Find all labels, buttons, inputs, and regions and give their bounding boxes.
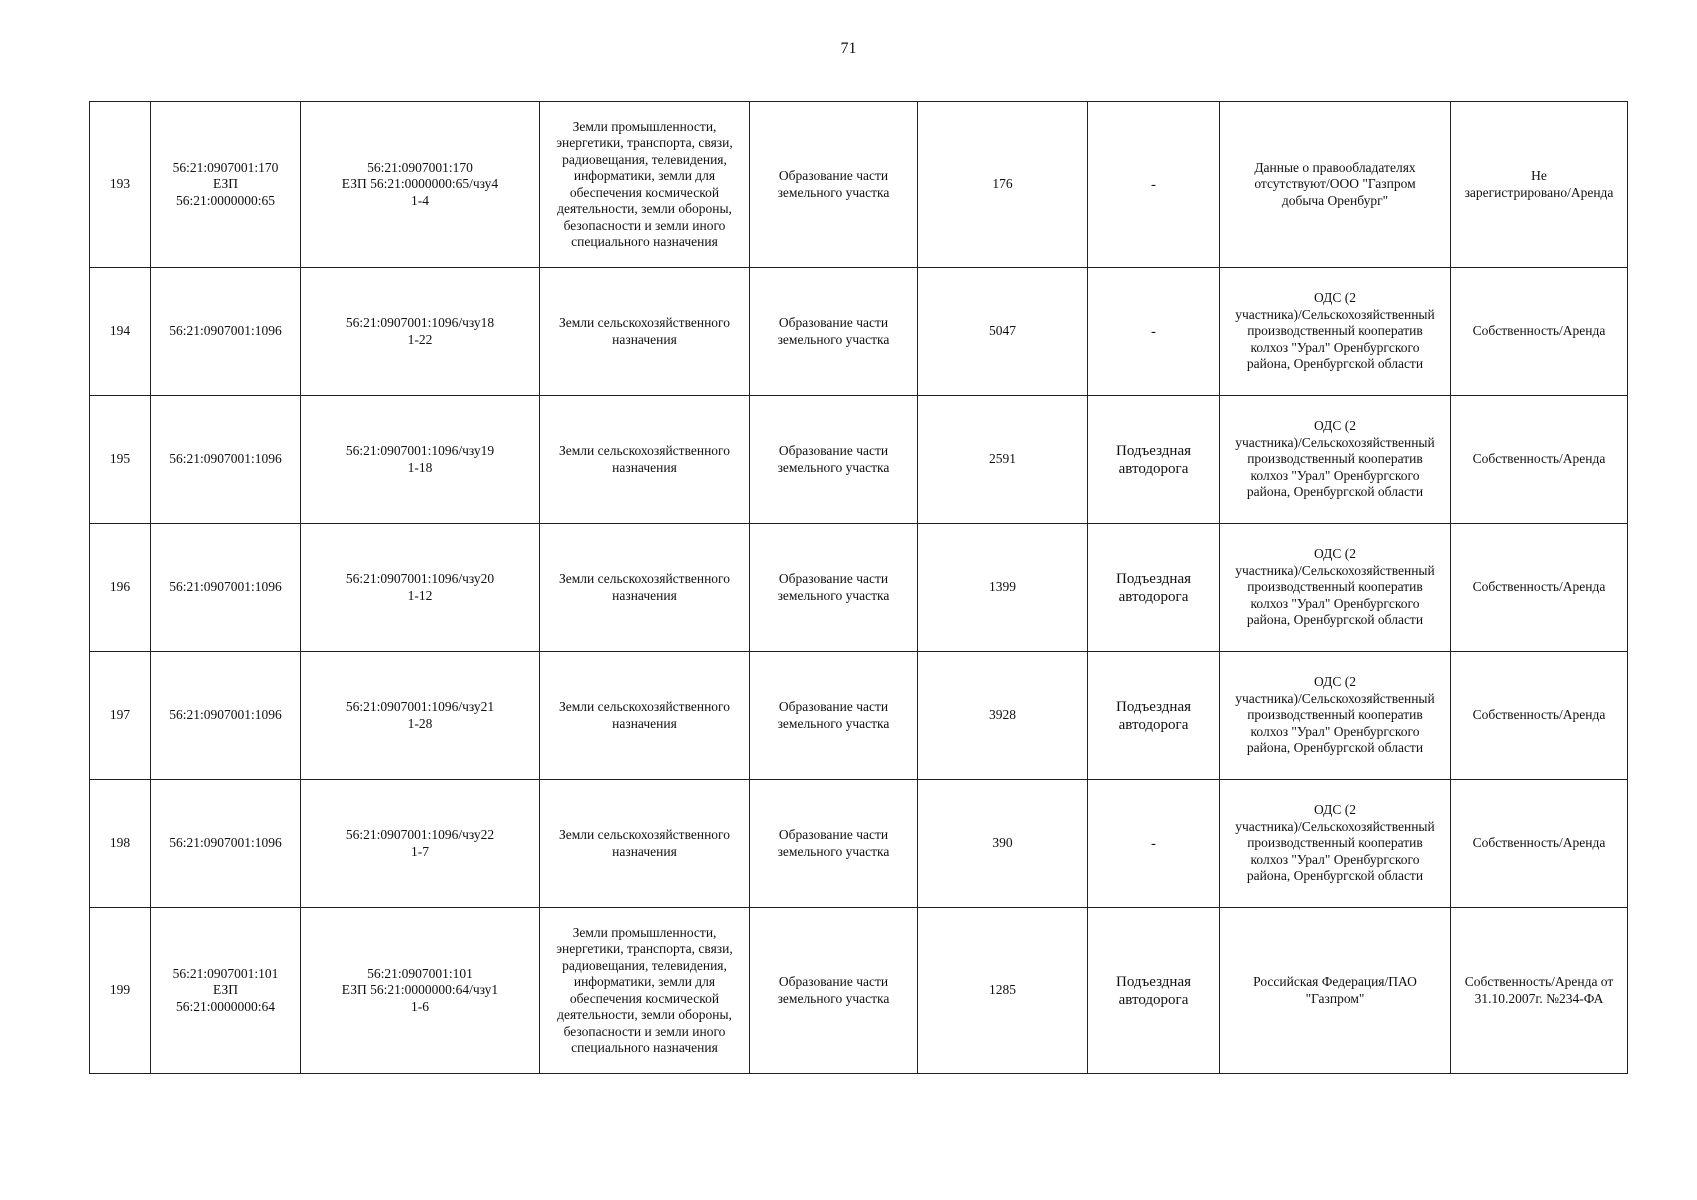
land-category-cell <box>540 268 750 396</box>
area-cell: 3928 <box>918 652 1088 780</box>
cell-text-line: 56:21:0907001:1096 <box>169 451 282 467</box>
cell-text-line: радиовещания, телевидения, <box>562 151 727 167</box>
cell-text-line: производственный кооператив <box>1247 451 1423 467</box>
area-cell: 5047 <box>918 268 1088 396</box>
cell-text-line: производственный кооператив <box>1247 579 1423 595</box>
cell-text-line: ОДС (2 <box>1314 546 1356 562</box>
cell-text-line: специального назначения <box>571 1040 718 1055</box>
row-number-cell: 197 <box>90 652 151 780</box>
cell-text-line: участника)/Сельскохозяйственный <box>1235 306 1435 322</box>
cell-text-line: 56:21:0907001:1096 <box>169 323 282 339</box>
cadastral-number-cell <box>151 652 301 780</box>
cell-text-line: автодорога <box>1118 460 1189 477</box>
plot-part-number-cell <box>301 268 540 396</box>
rights-holder-cell <box>1220 102 1451 268</box>
cell-text-line: производственный кооператив <box>1247 707 1423 723</box>
object-name-cell <box>1088 102 1220 268</box>
cell-text-line: Собственность/Аренда от <box>1464 974 1614 989</box>
cell-text-line: Образование части <box>778 974 889 989</box>
cell-text-line: 56:21:0907001:1096 <box>169 835 282 851</box>
cell-text-line: Образование части <box>778 571 889 586</box>
table-row <box>90 524 1628 652</box>
cell-text-line: назначения <box>612 459 677 475</box>
land-category-cell <box>540 102 750 268</box>
right-type-cell <box>1451 908 1628 1074</box>
cell-text-line: Земли промышленности, <box>572 924 717 940</box>
cell-text-line: 56:21:0907001:1096/чзу19 <box>345 443 495 458</box>
cell-text-line: информатики, земли для <box>573 168 716 183</box>
land-category-cell <box>540 908 750 1074</box>
cell-text-line: 1-22 <box>407 331 433 347</box>
cell-text-line: информатики, земли для <box>573 974 716 989</box>
page-number: 71 <box>840 40 857 57</box>
cadastral-number-cell <box>151 268 301 396</box>
cell-text-line: назначения <box>612 331 677 347</box>
cell-text-line: земельного участка <box>777 184 890 200</box>
purpose-cell <box>750 780 918 908</box>
cadastral-number-cell <box>151 524 301 652</box>
cell-text-line: 1-6 <box>411 998 429 1014</box>
right-type-cell <box>1451 268 1628 396</box>
cell-text-line: ОДС (2 <box>1314 802 1356 818</box>
cell-text-line: 56:21:0000000:64 <box>175 998 275 1014</box>
cell-text-line: - <box>1151 323 1156 340</box>
cell-text-line: Образование части <box>778 443 889 458</box>
cell-text-line: Подъездная <box>1116 442 1191 459</box>
cell-text-line: 1-12 <box>407 587 433 603</box>
row-number-cell: 194 <box>90 268 151 396</box>
cell-text-line: земельного участка <box>777 331 890 347</box>
cell-text-line: деятельности, земли обороны, <box>557 1007 732 1022</box>
land-category-cell <box>540 396 750 524</box>
purpose-cell <box>750 268 918 396</box>
cell-text-line: - <box>1151 835 1156 852</box>
cell-text-line: безопасности и земли иного <box>563 1023 726 1039</box>
cell-text-line: Земли сельскохозяйственного <box>558 315 731 330</box>
cell-text-line: назначения <box>612 843 677 859</box>
rights-holder-cell <box>1220 524 1451 652</box>
cell-text-line: участника)/Сельскохозяйственный <box>1235 818 1435 834</box>
table-body <box>90 102 1628 1074</box>
table-row <box>90 102 1628 268</box>
cell-text-line: 56:21:0907001:1096/чзу20 <box>345 571 495 586</box>
object-name-cell <box>1088 780 1220 908</box>
land-category-cell <box>540 524 750 652</box>
cell-text-line: 56:21:0907001:1096 <box>169 707 282 723</box>
object-name-cell <box>1088 908 1220 1074</box>
right-type-cell <box>1451 396 1628 524</box>
cell-text-line: участника)/Сельскохозяйственный <box>1235 562 1435 578</box>
cell-text-line: Подъездная <box>1116 698 1191 715</box>
cell-text-line: Образование части <box>778 168 889 183</box>
cell-text-line: безопасности и земли иного <box>563 217 726 233</box>
cell-text-line: ЕЗП <box>213 176 238 192</box>
cell-text-line: 56:21:0907001:170 <box>172 159 279 175</box>
cell-text-line: деятельности, земли обороны, <box>557 201 732 216</box>
cell-text-line: 56:21:0907001:101 <box>172 965 279 981</box>
cell-text-line: Данные о правообладателях <box>1254 159 1416 175</box>
cell-text-line: 56:21:0907001:1096/чзу21 <box>345 699 495 714</box>
cell-text-line: 1-18 <box>407 459 433 475</box>
cell-text-line: ЕЗП 56:21:0000000:64/чзу1 <box>341 982 499 998</box>
cell-text-line: 31.10.2007г. №234-ФА <box>1474 990 1604 1006</box>
cell-text-line: Земли сельскохозяйственного <box>558 699 731 714</box>
object-name-cell <box>1088 652 1220 780</box>
cell-text-line: отсутствуют/ООО "Газпром <box>1254 176 1416 192</box>
cell-text-line: энергетики, транспорта, связи, <box>556 135 733 150</box>
row-number-cell: 196 <box>90 524 151 652</box>
table-row <box>90 908 1628 1074</box>
cell-text-line: земельного участка <box>777 715 890 731</box>
plot-part-number-cell <box>301 396 540 524</box>
cell-text-line: Образование части <box>778 315 889 330</box>
cadastral-number-cell <box>151 780 301 908</box>
cell-text-line: автодорога <box>1118 991 1189 1008</box>
cell-text-line: Образование части <box>778 699 889 714</box>
purpose-cell <box>750 396 918 524</box>
land-plot-table <box>89 101 1628 1074</box>
cell-text-line: обеспечения космической <box>569 990 720 1006</box>
cell-text-line: автодорога <box>1118 588 1189 605</box>
cell-text-line: ОДС (2 <box>1314 674 1356 690</box>
cadastral-number-cell <box>151 102 301 268</box>
cell-text-line: Собственность/Аренда <box>1472 323 1606 339</box>
cell-text-line: колхоз "Урал" Оренбургского <box>1250 467 1420 483</box>
cell-text-line: 56:21:0907001:1096/чзу22 <box>345 827 495 842</box>
cell-text-line: Собственность/Аренда <box>1472 579 1606 595</box>
cell-text-line: назначения <box>612 587 677 603</box>
cell-text-line: земельного участка <box>777 843 890 859</box>
cell-text-line: добыча Оренбург" <box>1281 192 1389 208</box>
cell-text-line: Образование части <box>778 827 889 842</box>
cell-text-line: района, Оренбургской области <box>1246 868 1424 884</box>
cell-text-line: ЕЗП 56:21:0000000:65/чзу4 <box>341 176 499 192</box>
cell-text-line: 1-4 <box>411 192 429 208</box>
purpose-cell <box>750 652 918 780</box>
rights-holder-cell <box>1220 652 1451 780</box>
cell-text-line: Земли сельскохозяйственного <box>558 443 731 458</box>
cell-text-line: колхоз "Урал" Оренбургского <box>1250 339 1420 355</box>
cell-text-line: энергетики, транспорта, связи, <box>556 941 733 956</box>
rights-holder-cell <box>1220 908 1451 1074</box>
cell-text-line: ОДС (2 <box>1314 418 1356 434</box>
plot-part-number-cell <box>301 524 540 652</box>
rights-holder-cell <box>1220 268 1451 396</box>
cell-text-line: 56:21:0907001:1096/чзу18 <box>345 315 495 330</box>
row-number-cell: 193 <box>90 102 151 268</box>
row-number-cell: 199 <box>90 908 151 1074</box>
cell-text-line: колхоз "Урал" Оренбургского <box>1250 851 1420 867</box>
cadastral-number-cell <box>151 908 301 1074</box>
area-cell: 1285 <box>918 908 1088 1074</box>
cell-text-line: 56:21:0907001:1096 <box>169 579 282 595</box>
area-cell: 390 <box>918 780 1088 908</box>
cell-text-line: ОДС (2 <box>1314 290 1356 306</box>
cell-text-line: обеспечения космической <box>569 184 720 200</box>
cell-text-line: земельного участка <box>777 990 890 1006</box>
plot-part-number-cell <box>301 652 540 780</box>
cell-text-line: Собственность/Аренда <box>1472 835 1606 851</box>
rights-holder-cell <box>1220 780 1451 908</box>
cell-text-line: участника)/Сельскохозяйственный <box>1235 690 1435 706</box>
area-cell: 2591 <box>918 396 1088 524</box>
right-type-cell <box>1451 780 1628 908</box>
cell-text-line: ЕЗП <box>213 982 238 998</box>
cell-text-line: земельного участка <box>777 587 890 603</box>
cell-text-line: Не <box>1531 168 1547 183</box>
table-row <box>90 396 1628 524</box>
object-name-cell <box>1088 396 1220 524</box>
area-cell: 1399 <box>918 524 1088 652</box>
cell-text-line: колхоз "Урал" Оренбургского <box>1250 595 1420 611</box>
purpose-cell <box>750 102 918 268</box>
cell-text-line: радиовещания, телевидения, <box>562 957 727 973</box>
area-cell: 176 <box>918 102 1088 268</box>
cell-text-line: автодорога <box>1118 716 1189 733</box>
cell-text-line: района, Оренбургской области <box>1246 484 1424 500</box>
row-number-cell: 195 <box>90 396 151 524</box>
cell-text-line: специального назначения <box>571 234 718 249</box>
purpose-cell <box>750 908 918 1074</box>
cell-text-line: Подъездная <box>1116 973 1191 990</box>
object-name-cell <box>1088 268 1220 396</box>
cell-text-line: Собственность/Аренда <box>1472 451 1606 467</box>
cell-text-line: зарегистрировано/Аренда <box>1464 184 1614 200</box>
cell-text-line: производственный кооператив <box>1247 835 1423 851</box>
object-name-cell <box>1088 524 1220 652</box>
plot-part-number-cell <box>301 908 540 1074</box>
cell-text-line: района, Оренбургской области <box>1246 740 1424 756</box>
cell-text-line: "Газпром" <box>1305 990 1365 1006</box>
table-row <box>90 268 1628 396</box>
cell-text-line: Земли сельскохозяйственного <box>558 571 731 586</box>
plot-part-number-cell <box>301 102 540 268</box>
cell-text-line: земельного участка <box>777 459 890 475</box>
cell-text-line: 56:21:0000000:65 <box>175 192 275 208</box>
rights-holder-cell <box>1220 396 1451 524</box>
land-category-cell <box>540 780 750 908</box>
cell-text-line: производственный кооператив <box>1247 323 1423 339</box>
plot-part-number-cell <box>301 780 540 908</box>
cell-text-line: - <box>1151 176 1156 193</box>
cell-text-line: района, Оренбургской области <box>1246 612 1424 628</box>
right-type-cell <box>1451 102 1628 268</box>
cell-text-line: назначения <box>612 715 677 731</box>
cell-text-line: участника)/Сельскохозяйственный <box>1235 434 1435 450</box>
cadastral-number-cell <box>151 396 301 524</box>
table-row <box>90 652 1628 780</box>
purpose-cell <box>750 524 918 652</box>
cell-text-line: Земли промышленности, <box>572 118 717 134</box>
cell-text-line: Собственность/Аренда <box>1472 707 1606 723</box>
cell-text-line: 56:21:0907001:170 <box>367 159 473 175</box>
cell-text-line: района, Оренбургской области <box>1246 356 1424 372</box>
cell-text-line: Российская Федерация/ПАО <box>1253 974 1417 989</box>
row-number-cell: 198 <box>90 780 151 908</box>
right-type-cell <box>1451 524 1628 652</box>
cell-text-line: Земли сельскохозяйственного <box>558 827 731 842</box>
cell-text-line: Подъездная <box>1116 570 1191 587</box>
table-row <box>90 780 1628 908</box>
cell-text-line: 56:21:0907001:101 <box>367 965 473 981</box>
cell-text-line: 1-7 <box>411 843 429 859</box>
cell-text-line: 1-28 <box>407 715 433 731</box>
cell-text-line: колхоз "Урал" Оренбургского <box>1250 723 1420 739</box>
right-type-cell <box>1451 652 1628 780</box>
land-category-cell <box>540 652 750 780</box>
